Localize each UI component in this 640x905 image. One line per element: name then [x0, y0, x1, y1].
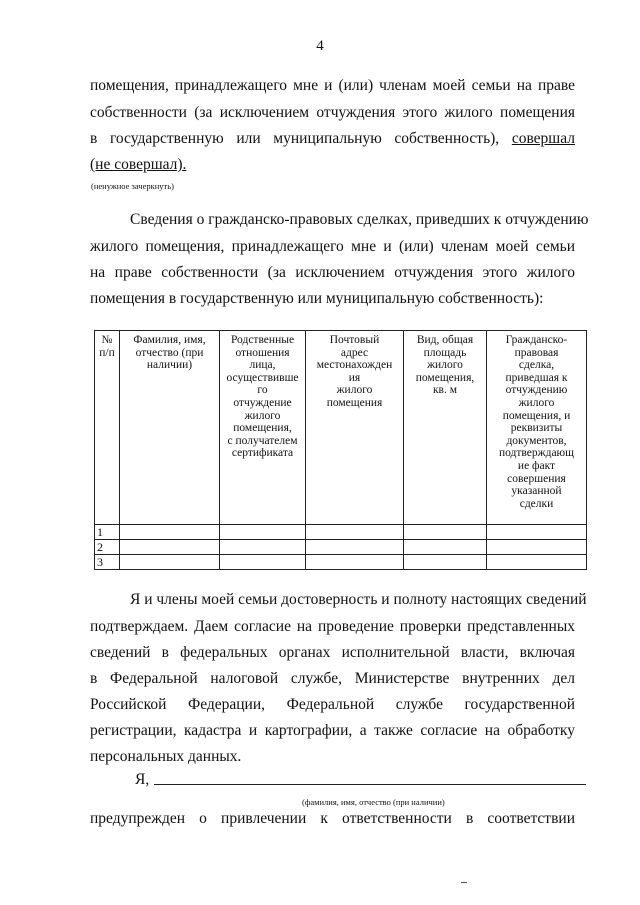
table-cell [306, 540, 404, 555]
col-number-header: № п/п [95, 331, 120, 525]
col-address-header: Почтовый адрес местонахожден ия жилого помещения [306, 331, 404, 525]
col-relationship-header: Родственные отношения лица, осуществивше го отчуждение жилого помещения, с получателем сертификата [220, 331, 306, 525]
full-name-line [154, 784, 586, 785]
para3-line-5: Российской Федерации, Федеральной службе государственной [90, 696, 575, 713]
table-row [95, 555, 587, 570]
para3-line-6: регистрации, кадастра и картографии, а также согласие на обработку [90, 722, 575, 739]
table-row [95, 540, 587, 555]
table-cell [220, 525, 306, 540]
sign-prefix: Я, [135, 771, 150, 788]
para1-line-4 [90, 155, 575, 175]
para1-line-3 [90, 129, 575, 149]
row-number-cell: 3 [95, 555, 120, 570]
option-not-committed: (не совершал). [90, 156, 187, 173]
last-line: предупрежден о привлечении к ответственности в соответствии [90, 810, 575, 827]
para1-line-2: собственности (за исключением отчуждения этого жилого помещения [90, 104, 575, 121]
strike-out-note: (ненужное зачеркнуть) [91, 181, 174, 191]
table-cell [404, 540, 487, 555]
scan-mark [461, 882, 467, 883]
full-name-caption: (фамилия, имя, отчество (при наличии) [302, 797, 445, 807]
para2-line-3: на праве собственности (за исключением отчуждения этого жилого [90, 264, 575, 281]
table-cell [404, 555, 487, 570]
table-cell [220, 540, 306, 555]
table-cell [120, 540, 220, 555]
transactions-table [94, 330, 587, 570]
para3-line-2: подтверждаем. Даем согласие на проведение проверки представленных [90, 618, 575, 635]
table-cell [404, 525, 487, 540]
col-full-name-header: Фамилия, имя, отчество (при наличии) [120, 331, 220, 525]
row-number-cell: 1 [95, 525, 120, 540]
para3-line-3: сведений в федеральных органах исполнительной власти, включая [90, 644, 575, 661]
table-cell [120, 555, 220, 570]
table-cell [120, 525, 220, 540]
table-cell [306, 555, 404, 570]
table-cell [487, 525, 587, 540]
page-number: 4 [316, 38, 324, 54]
para2-line-1: Сведения о гражданско-правовых сделках, приведших к отчуждению [130, 211, 589, 228]
table-cell [306, 525, 404, 540]
para1-line-1: помещения, принадлежащего мне и (или) членам моей семьи на праве [90, 77, 575, 94]
table-cell [487, 555, 587, 570]
para3-line-4: в Федеральной налоговой службе, Министерстве внутренних дел [90, 670, 575, 687]
option-committed: совершал [511, 130, 575, 147]
para2-line-2: жилого помещения, принадлежащего мне и (или) членам моей семьи [90, 238, 575, 255]
para3-line-1: Я и члены моей семьи достоверность и полноту настоящих сведений [130, 591, 587, 608]
table-cell [220, 555, 306, 570]
row-number-cell: 2 [95, 540, 120, 555]
table-header-row [95, 331, 587, 525]
para1-line-3-text: в государственную или муниципальную собственность), [90, 130, 500, 147]
table-cell [487, 540, 587, 555]
col-area-header: Вид, общая площадь жилого помещения, кв. м [404, 331, 487, 525]
para3-line-7: персональных данных. [90, 748, 242, 765]
col-transaction-header: Гражданско- правовая сделка, приведшая к отчуждению жилого помещения, и реквизиты документов, подтверждающ ие факт совершения указанной сделки [487, 331, 587, 525]
table-row [95, 525, 587, 540]
para2-line-4: помещения в государственную или муниципальную собственность): [90, 290, 544, 307]
